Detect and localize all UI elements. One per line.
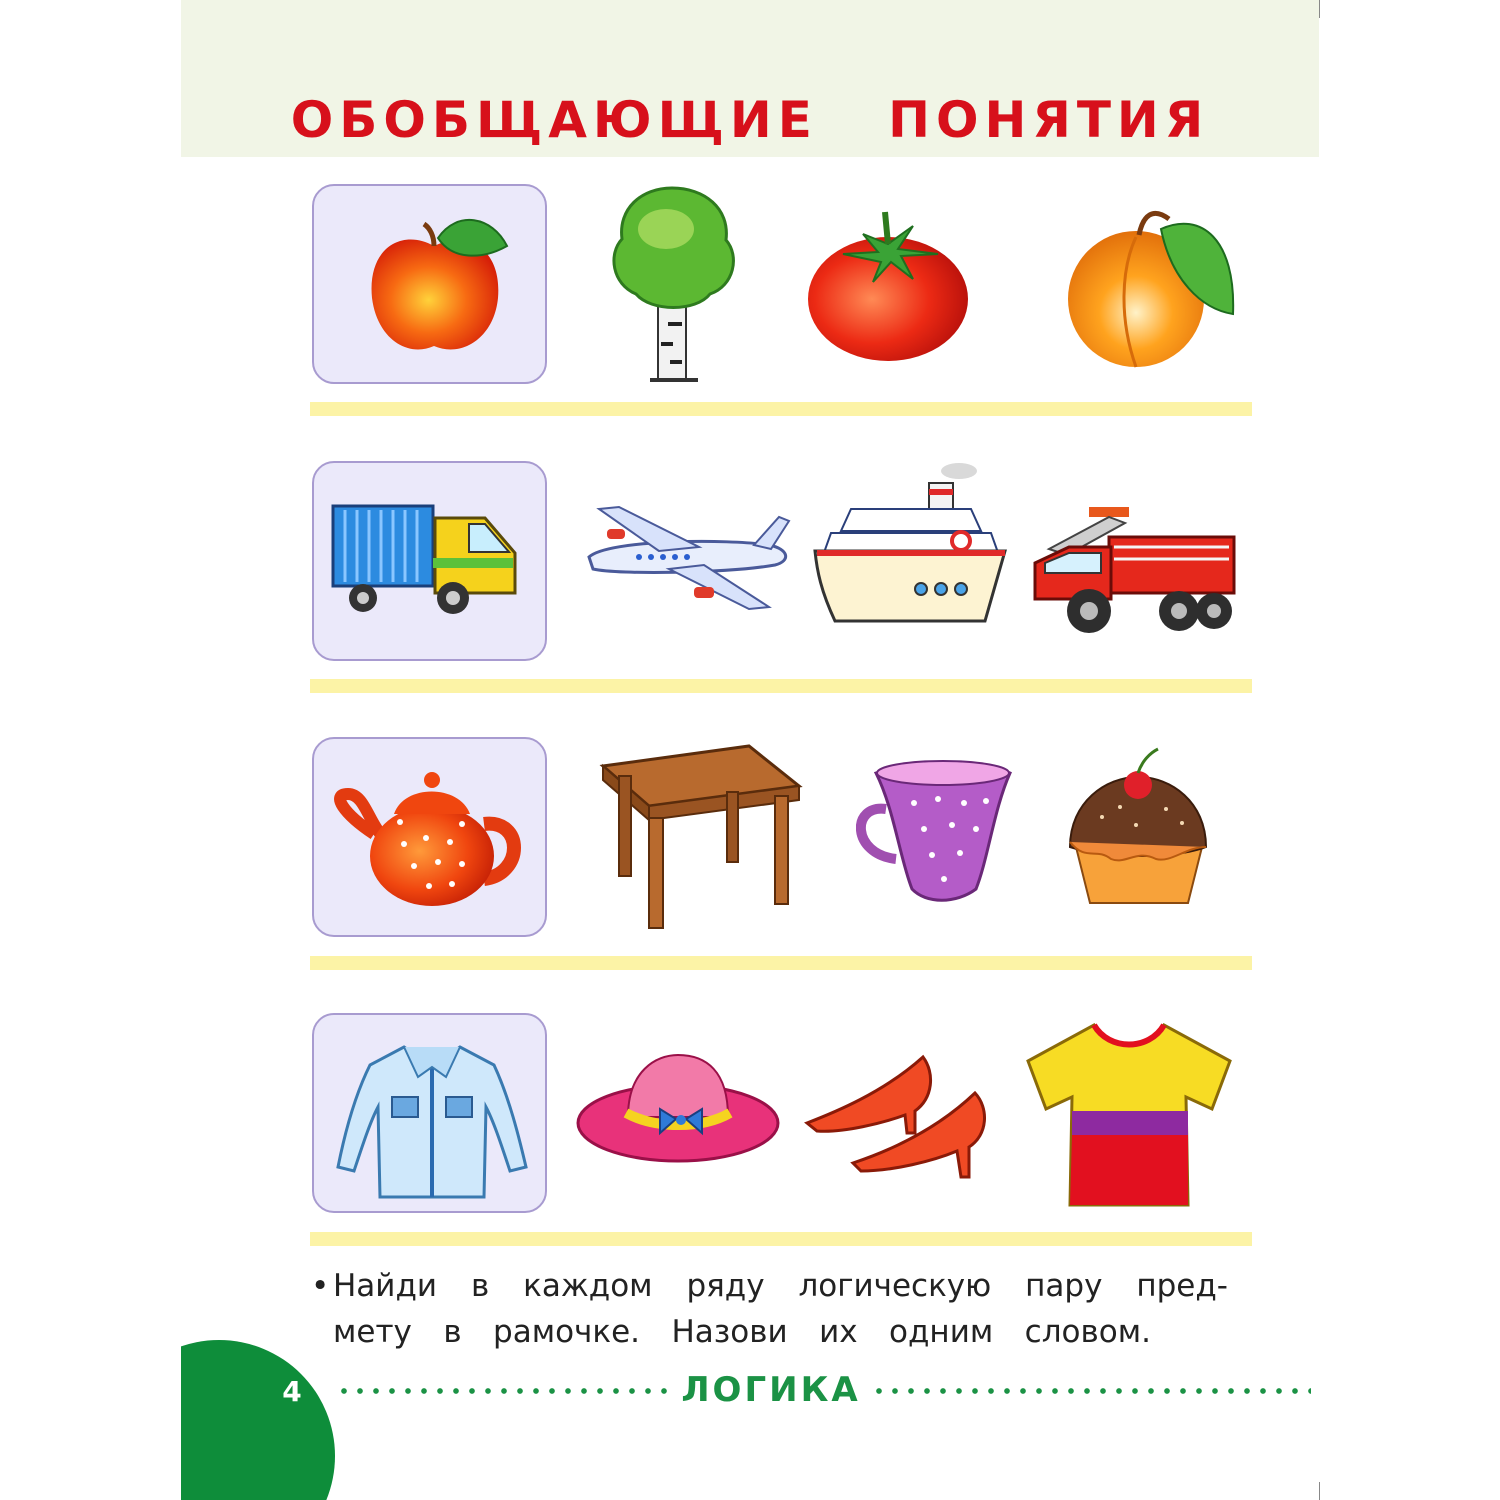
task-row-1: [181, 184, 1319, 394]
hat-icon[interactable]: [576, 1051, 781, 1166]
instruction-word: логическую: [798, 1268, 992, 1304]
page-number: 4: [282, 1375, 302, 1408]
tree-icon[interactable]: [606, 184, 741, 384]
footer-dotted-line: [871, 1388, 1311, 1394]
footer-dotted-line: [336, 1388, 671, 1394]
cup-icon[interactable]: [856, 759, 1016, 904]
shoes-icon[interactable]: [803, 1053, 998, 1183]
truck-icon: [329, 498, 529, 628]
instruction-word: пред-: [1136, 1268, 1228, 1304]
row-separator: [310, 1232, 1252, 1246]
shirt-icon: [334, 1037, 529, 1202]
page-title: ОБОБЩАЮЩИЕ ПОНЯТИЯ: [290, 91, 1210, 149]
row-separator: [310, 956, 1252, 970]
instruction-word: каждом: [523, 1268, 653, 1304]
section-label: ЛОГИКА: [681, 1370, 861, 1410]
instruction-word: словом.: [1024, 1314, 1151, 1350]
row-separator: [310, 402, 1252, 416]
task-row-3: [181, 737, 1319, 947]
teapot-icon: [334, 764, 529, 909]
instruction-word: одним: [889, 1314, 994, 1350]
instruction-word: в: [443, 1314, 462, 1350]
page-number-badge: [181, 1340, 335, 1500]
ship-icon[interactable]: [811, 461, 1011, 631]
framed-item-box[interactable]: [312, 737, 547, 937]
cupcake-icon[interactable]: [1066, 747, 1211, 907]
framed-item-box[interactable]: [312, 184, 547, 384]
row-separator: [310, 679, 1252, 693]
instruction-word: Назови: [671, 1314, 788, 1350]
workbook-page: [181, 0, 1319, 1500]
instruction-word: их: [819, 1314, 858, 1350]
task-row-2: [181, 461, 1319, 671]
fire-truck-icon[interactable]: [1029, 503, 1239, 641]
framed-item-box[interactable]: [312, 1013, 547, 1213]
table-icon[interactable]: [599, 742, 804, 932]
tshirt-icon[interactable]: [1024, 1021, 1234, 1209]
instruction-word: пару: [1025, 1268, 1103, 1304]
framed-item-box[interactable]: [312, 461, 547, 661]
apricot-icon[interactable]: [1061, 199, 1236, 369]
bullet: •: [311, 1268, 330, 1304]
instruction-word: Найди: [333, 1268, 438, 1304]
tomato-icon[interactable]: [803, 204, 973, 364]
instruction-word: ряду: [686, 1268, 765, 1304]
instruction-word: в: [470, 1268, 490, 1304]
instruction-words: [333, 1264, 1228, 1308]
airplane-icon[interactable]: [579, 499, 794, 614]
instruction-word: рамочке.: [493, 1314, 641, 1350]
instruction-words: [333, 1310, 1151, 1354]
task-row-4: [181, 1013, 1319, 1223]
apple-icon: [362, 208, 512, 358]
instruction-word: мету: [333, 1314, 412, 1350]
